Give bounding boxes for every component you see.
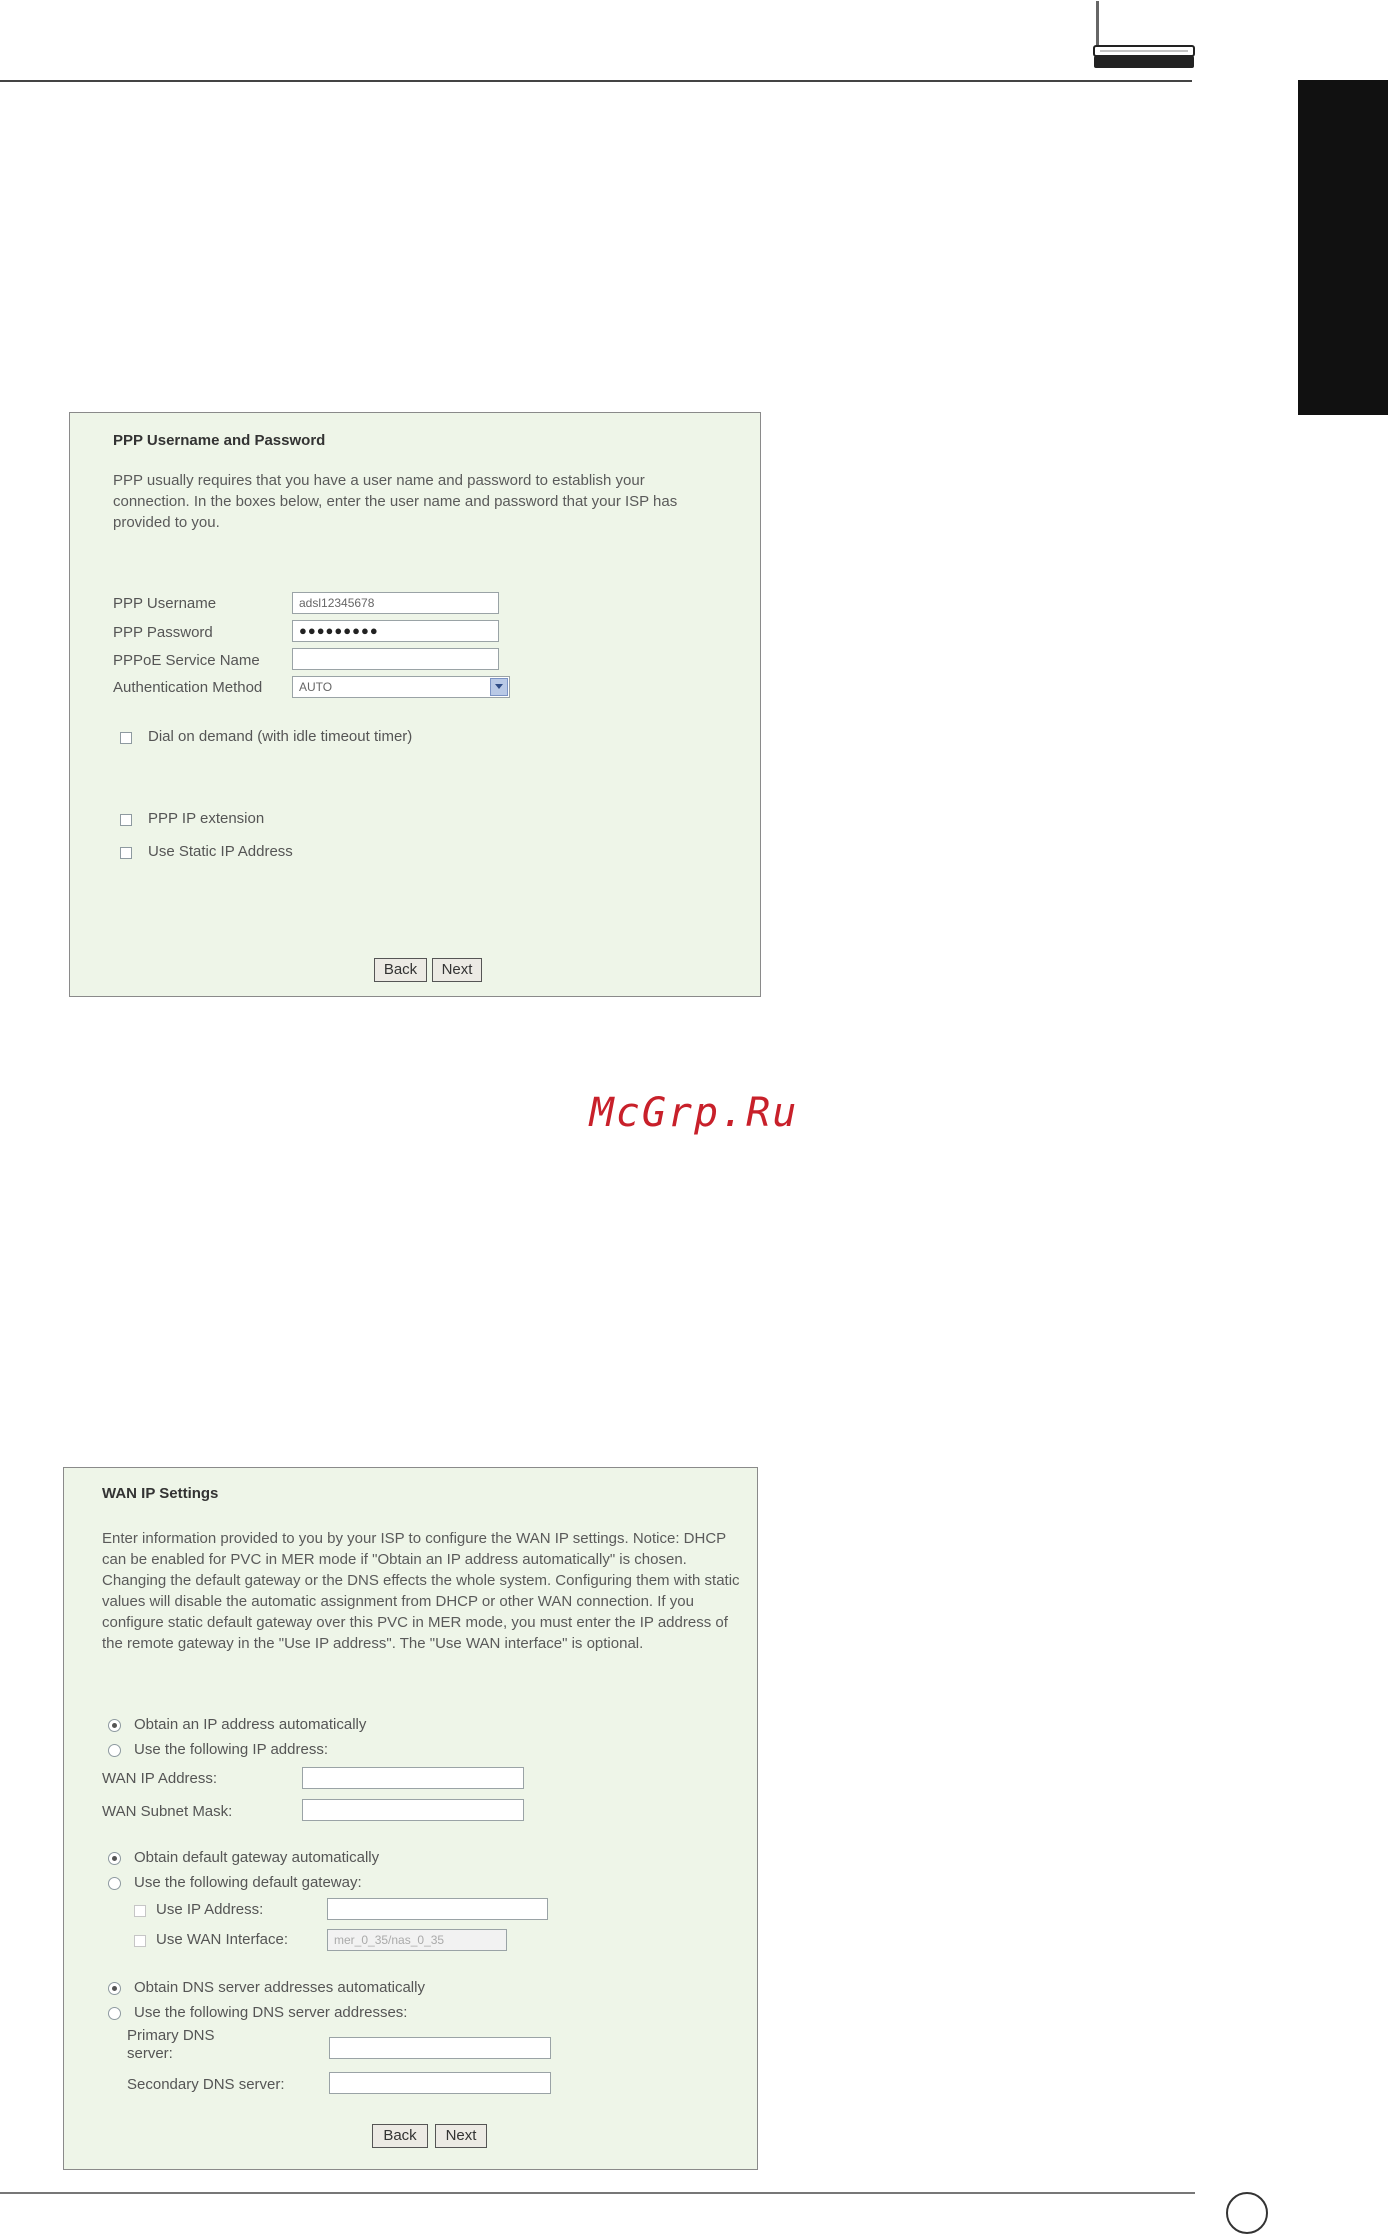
panel-title: PPP Username and Password xyxy=(113,432,326,449)
chevron-down-icon[interactable] xyxy=(490,678,508,696)
use-ip-address-label: Use IP Address: xyxy=(156,1901,264,1918)
wan-ip-address-label: WAN IP Address: xyxy=(102,1770,218,1787)
primary-dns-input[interactable] xyxy=(329,2037,551,2059)
secondary-dns-input[interactable] xyxy=(329,2072,551,2094)
primary-dns-label-line1: Primary DNS xyxy=(127,2027,215,2044)
pppoe-service-label: PPPoE Service Name xyxy=(113,652,260,669)
wan-ip-settings-panel xyxy=(63,1467,758,2170)
wan-ip-address-input[interactable] xyxy=(302,1767,524,1789)
obtain-dns-auto-label: Obtain DNS server addresses automatically xyxy=(134,1979,425,1996)
footer-rule xyxy=(0,2192,1195,2194)
use-following-ip-radio[interactable] xyxy=(108,1744,121,1757)
ppp-username-input[interactable]: adsl12345678 xyxy=(292,592,499,614)
wan-interface-value: mer_0_35/nas_0_35 xyxy=(334,1933,445,1947)
use-wan-interface-label: Use WAN Interface: xyxy=(156,1931,288,1948)
next-button[interactable]: Next xyxy=(432,958,482,982)
panel-description: PPP usually requires that you have a user name and password to establish your connection. In the boxes below, enter the user name and password that your ISP has provided to you. xyxy=(113,472,678,531)
wan-subnet-mask-input[interactable] xyxy=(302,1799,524,1821)
use-wan-interface-checkbox[interactable] xyxy=(134,1935,146,1947)
ppp-settings-panel xyxy=(69,412,761,997)
back-button[interactable]: Back xyxy=(372,2124,428,2148)
static-ip-label: Use Static IP Address xyxy=(148,843,293,860)
wan-interface-select[interactable] xyxy=(327,1929,507,1951)
panel-description: Enter information provided to you by your ISP to configure the WAN IP settings. Notice: DHCP can be enabled for PVC in MER mode if "Obtain an IP address automatically" is chosen. Changing the default gateway or the DNS effects the whole system. Configuring them with static values will disable the automatic assignment from DHCP or other WAN connection. If you configure static default gateway over this PVC in MER mode, you must enter the IP address of the remote gateway in the "Use IP address". The "Use WAN interface" is optional. xyxy=(102,1530,740,1652)
ppp-ip-extension-label: PPP IP extension xyxy=(148,810,265,827)
use-following-dns-label: Use the following DNS server addresses: xyxy=(134,2004,408,2021)
auth-method-value: AUTO xyxy=(299,680,333,694)
panel-title: WAN IP Settings xyxy=(102,1485,219,1502)
router-icon xyxy=(1088,0,1198,75)
obtain-ip-auto-radio[interactable] xyxy=(108,1719,121,1732)
use-ip-address-checkbox[interactable] xyxy=(134,1905,146,1917)
use-following-gateway-label: Use the following default gateway: xyxy=(134,1874,362,1891)
auth-method-label: Authentication Method xyxy=(113,679,263,696)
gateway-ip-input[interactable] xyxy=(327,1898,548,1920)
next-button[interactable]: Next xyxy=(435,2124,487,2148)
wan-subnet-mask-label: WAN Subnet Mask: xyxy=(102,1803,233,1820)
dial-on-demand-checkbox[interactable] xyxy=(120,732,132,744)
use-following-dns-radio[interactable] xyxy=(108,2007,121,2020)
ppp-password-label: PPP Password xyxy=(113,624,213,641)
static-ip-checkbox[interactable] xyxy=(120,847,132,859)
back-button[interactable]: Back xyxy=(374,958,427,982)
page-number-circle xyxy=(1226,2192,1268,2234)
obtain-gateway-auto-radio[interactable] xyxy=(108,1852,121,1865)
use-following-ip-label: Use the following IP address: xyxy=(134,1741,328,1758)
watermark: McGrp.Ru xyxy=(589,1090,799,1136)
obtain-dns-auto-radio[interactable] xyxy=(108,1982,121,1995)
header-rule xyxy=(0,80,1192,82)
ppp-ip-extension-checkbox[interactable] xyxy=(120,814,132,826)
dial-on-demand-label: Dial on demand (with idle timeout timer) xyxy=(148,728,413,745)
obtain-ip-auto-label: Obtain an IP address automatically xyxy=(134,1716,367,1733)
auth-method-select[interactable] xyxy=(292,676,510,698)
ppp-username-label: PPP Username xyxy=(113,595,217,612)
use-following-gateway-radio[interactable] xyxy=(108,1877,121,1890)
ppp-password-input[interactable]: ●●●●●●●●● xyxy=(292,620,499,642)
secondary-dns-label: Secondary DNS server: xyxy=(127,2076,285,2093)
obtain-gateway-auto-label: Obtain default gateway automatically xyxy=(134,1849,380,1866)
language-side-tab xyxy=(1298,80,1388,415)
primary-dns-label-line2: server: xyxy=(127,2045,173,2062)
pppoe-service-input[interactable] xyxy=(292,648,499,670)
